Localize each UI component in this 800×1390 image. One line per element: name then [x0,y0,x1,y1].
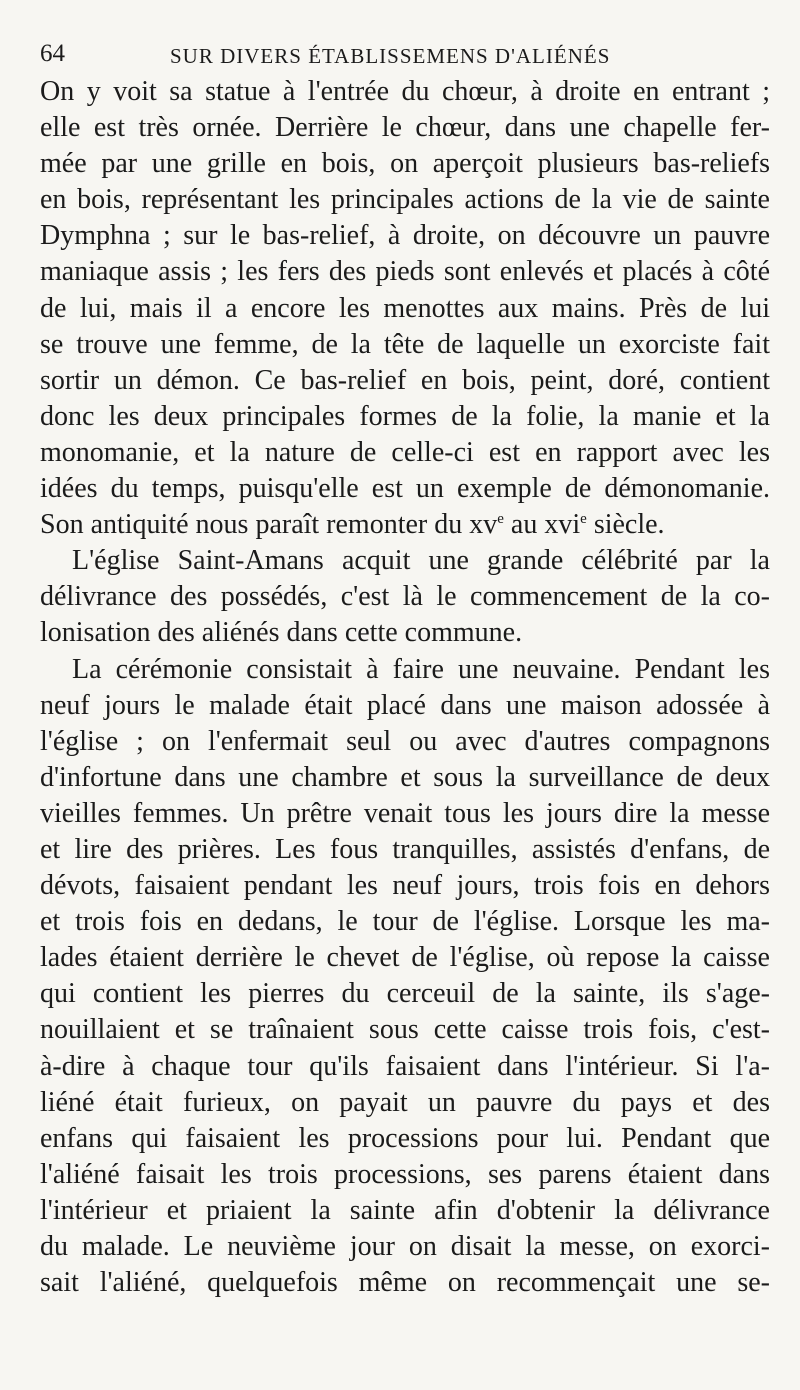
text-segment: et lire des prières. Les fous tranquilles, assistés d'enfans, de [40,833,770,865]
text-segment: délivrance des possédés, c'est là le commencement de la co- [40,581,770,613]
text-line [40,507,770,543]
text-line [40,615,770,651]
text-line [40,182,770,218]
superscript: e [497,511,504,528]
text-segment: l'aliéné faisait les trois processions, ses parens étaient dans [40,1158,770,1190]
text-segment: sait l'aliéné, quelquefois même on recommençait une se- [40,1267,770,1299]
text-line [40,471,770,507]
text-segment: L'église Saint-Amans acquit une grande célébrité par la [72,545,770,577]
text-line [40,363,770,399]
text-line [40,868,770,904]
text-segment: de lui, mais il a encore les menottes aux mains. Près de lui [40,292,770,324]
text-line [40,1193,770,1229]
text-line [40,291,770,327]
text-segment: neuf jours le malade était placé dans une maison adossée à [40,689,770,721]
text-segment: sortir un démon. Ce bas-relief en bois, peint, doré, contient [40,364,770,396]
text-segment: maniaque assis ; les fers des pieds sont enlevés et placés à côté [40,256,770,288]
text-line [40,688,770,724]
text-line [40,543,770,579]
text-segment: donc les deux principales formes de la folie, la manie et la [40,400,770,432]
text-segment: en bois, représentant les principales actions de la vie de sainte [40,184,770,216]
text-segment: On y voit sa statue à l'entrée du chœur, à droite en entrant ; [40,76,770,107]
text-segment: vieilles femmes. Un prêtre venait tous les jours dire la messe [40,797,770,829]
text-line [40,832,770,868]
text-segment: l'intérieur et priaient la sainte afin d'obtenir la délivrance [40,1194,770,1226]
superscript: e [580,511,587,528]
text-line [40,254,770,290]
running-head: SUR DIVERS ÉTABLISSEMENS D'ALIÉNÉS [170,44,611,68]
text-line [40,940,770,976]
text-segment: nouillaient et se traînaient sous cette caisse trois fois, c'est- [40,1014,770,1046]
text-line [40,110,770,146]
text-segment: mée par une grille en bois, on aperçoit plusieurs bas-reliefs [40,148,770,180]
text-segment: du malade. Le neuvième jour on disait la messe, on exorci- [40,1231,770,1262]
page-header [40,36,770,74]
text-line [40,976,770,1012]
text-segment: à-dire à chaque tour qu'ils faisaient dans l'intérieur. Si l'a- [40,1050,770,1082]
text-segment: Dymphna ; sur le bas-relief, à droite, on découvre un pauvre [40,220,770,252]
text-line [40,724,770,760]
text-segment: elle est très ornée. Derrière le chœur, dans une chapelle fer- [40,112,770,144]
text-line [40,760,770,796]
text-line [40,1049,770,1085]
text-line [40,652,770,688]
text-segment: liéné était furieux, on payait un pauvre du pays et des [40,1086,770,1118]
text-segment: Son antiquité nous paraît remonter du xv [40,509,498,541]
text-segment: au xvi [503,509,581,541]
body-text [40,74,770,1301]
text-line [40,1012,770,1048]
text-line [40,579,770,615]
text-line [40,1121,770,1157]
text-segment: idées du temps, puisqu'elle est un exemple de démonomanie. [40,473,770,505]
text-segment: dévots, faisaient pendant les neuf jours, trois fois en dehors [40,870,770,902]
text-line [40,1157,770,1193]
text-segment: enfans qui faisaient les processions pour lui. Pendant que [40,1122,770,1154]
text-segment: qui contient les pierres du cerceuil de la sainte, ils s'age- [40,978,770,1010]
text-line [40,218,770,254]
text-line [40,74,770,110]
text-line [40,1085,770,1121]
text-segment: d'infortune dans une chambre et sous la surveillance de deux [40,761,770,793]
text-line [40,327,770,363]
text-segment: monomanie, et la nature de celle-ci est en rapport avec les [40,436,770,468]
page-number: 64 [40,40,65,67]
text-line [40,904,770,940]
text-segment: lades étaient derrière le chevet de l'église, où repose la caisse [40,942,770,974]
text-line [40,1229,770,1265]
text-segment: lonisation des aliénés dans cette commune. [40,617,523,649]
text-line [40,399,770,435]
text-segment: siècle. [586,509,665,541]
text-line [40,146,770,182]
text-line [40,435,770,471]
text-segment: se trouve une femme, de la tête de laquelle un exorciste fait [40,328,770,360]
text-line [40,796,770,832]
text-segment: l'église ; on l'enfermait seul ou avec d'autres compagnons [40,725,770,757]
text-line [40,1265,770,1301]
text-segment: La cérémonie consistait à faire une neuvaine. Pendant les [72,653,770,685]
text-segment: et trois fois en dedans, le tour de l'église. Lorsque les ma- [40,906,770,938]
